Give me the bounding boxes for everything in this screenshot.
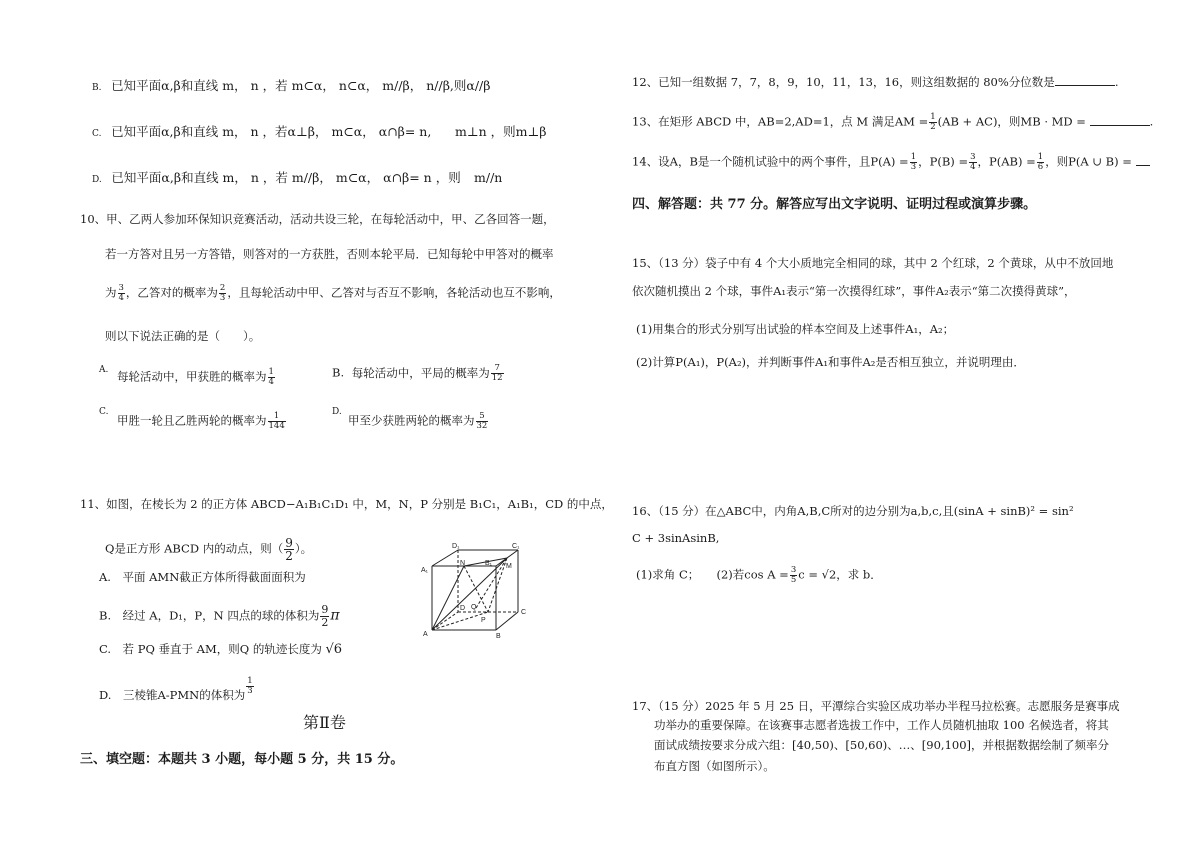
q15-line4: (2)计算P(A₁)，P(A₂)，并判断事件A₁和事件A₂是否相互独立，并说明理由． — [636, 355, 1025, 369]
sqrt-value: √6 — [325, 642, 343, 657]
q17-line4: 布直方图（如图所示）。 — [654, 759, 775, 773]
q10-d-letter: D. — [332, 407, 342, 417]
q15-line2: 依次随机摸出 2 个球，事件A₁表示“第一次摸得红球”，事件A₂表示“第二次摸得黄球”， — [632, 284, 1076, 298]
q9-option-d-tail: m//n — [474, 170, 503, 185]
fraction — [910, 153, 917, 172]
q10-c-letter: C. — [99, 407, 109, 417]
option-letter: B. — [92, 83, 102, 93]
q13-text: (AB + AC)，则MB · MD = — [937, 114, 1086, 129]
q15-line1: 15、（13 分）袋子中有 4 个大小质地完全相同的球，其中 2 个红球，2 个黄球，从中不放回地 — [632, 256, 1114, 270]
fraction — [268, 412, 286, 431]
q11-text: Q是正方形 ABCD 内的动点，则（ — [105, 541, 284, 556]
label-c: C — [521, 609, 527, 616]
label-p: P — [481, 617, 486, 624]
q10-option-d — [348, 412, 489, 431]
denominator: 12 — [491, 373, 503, 383]
q17-line1: 17、（15 分）2025 年 5 月 25 日，平潭综合实验区成功举办半程马拉松赛。志愿服务是赛事成 — [632, 699, 1120, 713]
q13: 13、在矩形 ABCD 中，AB=2,AD=1，点 M 满足AM = $\frac{1}{2}$ (AB + AC)，则MB · MD = . — [632, 112, 1154, 132]
q10-text: ，乙答对的概率为 — [125, 285, 218, 300]
numerator: 3 — [118, 283, 124, 293]
fraction — [476, 412, 489, 431]
q11-option-a: A. 平面 AMN截正方体所得截面面积为 — [99, 570, 306, 584]
q11-option-b — [99, 604, 340, 629]
label-d: D — [460, 605, 466, 612]
label-b: B — [496, 633, 501, 640]
option-text: 每轮活动中，平局的概率为 — [351, 365, 490, 380]
q10-option-a — [117, 368, 276, 387]
q16-line3 — [636, 566, 882, 585]
numerator: 1 — [247, 676, 253, 686]
q11-option-c — [99, 641, 342, 658]
q17-line2: 功举办的重要保障。在该赛事志愿者选拔工作中，工作人员随机抽取 100 名候选者，将其 — [654, 718, 1109, 732]
q10-line2: 若一方答对且另一方答错，则答对的一方获胜，否则本轮平局．已知每轮中甲答对的概率 — [105, 247, 554, 261]
denominator: 6 — [1037, 162, 1044, 172]
numerator: 9 — [321, 603, 329, 616]
option-letter: B. — [332, 365, 345, 380]
q17-line3: 面试成绩按要求分成六组：[40,50)、[50,60)、…、[90,100]，并根据数据绘制了频率分 — [654, 738, 1109, 752]
option-text: D. 三棱锥A-PMN的体积为 — [99, 688, 246, 702]
fraction — [929, 113, 936, 132]
q10-line4: 则以下说法正确的是（ ）。 — [105, 329, 261, 343]
q16-text: (1)求角 C； (2)若cos A = — [636, 567, 789, 582]
q9-option-d — [92, 170, 461, 188]
label-c1: C₁ — [512, 543, 520, 550]
q11-line1: 11、如图，在棱长为 2 的正方体 ABCD−A₁B₁C₁D₁ 中，M，N，P 分别是 B₁C₁，A₁B₁，CD 的中点， — [80, 497, 613, 511]
q10-option-c — [117, 412, 287, 431]
denominator: 2 — [930, 122, 936, 132]
fraction — [790, 566, 797, 585]
q9-option-c — [92, 124, 431, 142]
numerator: 3 — [970, 152, 976, 162]
answer-blank — [1090, 115, 1150, 126]
q12-text: 12、已知一组数据 7，7，8，9，10，11，13，16，则这组数据的 80%分位数是 — [632, 75, 1055, 89]
q10-option-b — [332, 364, 505, 383]
denominator: 32 — [476, 421, 488, 431]
numerator: 5 — [476, 412, 489, 422]
q16-line1: 16、（15 分）在△ABC中，内角A,B,C所对的边分别为a,b,c,且(sinA + sinB)² = sin² — [632, 504, 1074, 518]
q10-text: ，且每轮活动中甲、乙答对与否互不影响，各轮活动也互不影响， — [227, 285, 561, 300]
q10-text: 为 — [105, 285, 117, 300]
option-text: 已知平面α,β和直线 m， n ，若α⊥β， m⊂α， α∩β= n, — [111, 124, 432, 139]
fraction — [1037, 153, 1044, 172]
fraction — [320, 604, 329, 629]
fraction — [268, 368, 275, 387]
answer-blank — [1055, 75, 1115, 86]
pi-symbol: π — [330, 607, 340, 624]
numerator: 1 — [1037, 152, 1044, 162]
fraction — [219, 284, 226, 303]
q10-a-letter: A. — [99, 365, 109, 375]
q10-line1: 10、甲、乙两人参加环保知识竞赛活动，活动共设三轮，在每轮活动中，甲、乙各回答一题， — [80, 212, 555, 226]
option-text: B. 经过 A，D₁，P，N 四点的球的体积为 — [99, 608, 320, 623]
denominator: 5 — [790, 575, 797, 585]
label-n: N — [460, 560, 466, 567]
label-q: Q — [471, 604, 477, 611]
option-letter: C. — [92, 129, 102, 139]
fraction — [969, 153, 976, 172]
denominator: 4 — [268, 377, 274, 387]
section3-heading: 三、填空题：本题共 3 小题，每小题 5 分，共 15 分。 — [80, 752, 404, 767]
cube-figure — [418, 538, 538, 642]
option-text: 每轮活动中，甲获胜的概率为 — [117, 369, 267, 384]
denominator: 4 — [118, 293, 124, 303]
option-text: 甲至少获胜两轮的概率为 — [348, 413, 475, 428]
numerator: 1 — [930, 112, 936, 122]
q14-text: ，P(B) = — [918, 154, 969, 169]
numerator: 1 — [268, 412, 286, 422]
denominator: 3 — [219, 293, 226, 303]
numerator: 9 — [285, 536, 293, 550]
option-text: 已知平面α,β和直线 m， n ，若 m//β， m⊂α， α∩β= n ，则 — [111, 170, 461, 185]
q11-line2 — [105, 537, 312, 562]
numerator: 2 — [219, 283, 226, 293]
q9-option-b — [92, 78, 491, 96]
label-m: M — [506, 563, 512, 570]
denominator: 4 — [970, 162, 976, 172]
fraction — [246, 677, 253, 696]
fraction — [118, 284, 125, 303]
q11-option-d — [99, 677, 255, 703]
q14-text: ，则P(A ∪ B) = — [1045, 154, 1132, 169]
numerator: 3 — [790, 565, 797, 575]
denominator: 3 — [247, 686, 253, 696]
q16-line2: C + 3sinAsinB, — [632, 531, 720, 545]
option-text: 甲胜一轮且乙胜两轮的概率为 — [117, 413, 267, 428]
fraction — [284, 537, 294, 562]
part2-title: 第Ⅱ卷 — [303, 713, 346, 732]
label-d1: D₁ — [452, 543, 460, 550]
q11-text: ）。 — [294, 541, 313, 556]
fraction — [491, 364, 504, 383]
label-b1: B₁ — [485, 560, 493, 567]
q13-text: 13、在矩形 ABCD 中，AB=2,AD=1，点 M 满足AM = — [632, 114, 929, 129]
section4-heading: 四、解答题：共 77 分。解答应写出文字说明、证明过程或演算步骤。 — [632, 197, 1037, 212]
numerator: 1 — [910, 152, 917, 162]
option-text: 已知平面α,β和直线 m， n ，若 m⊂α， n⊂α， m//β， n//β,则α//β — [111, 78, 491, 93]
q14-text: 14、设A，B是一个随机试验中的两个事件，且P(A) = — [632, 154, 909, 169]
denominator: 3 — [910, 162, 917, 172]
denominator: 144 — [268, 421, 285, 431]
label-a: A — [423, 631, 428, 638]
numerator: 1 — [268, 367, 274, 377]
denominator: 2 — [285, 549, 293, 563]
option-letter: D. — [92, 175, 102, 185]
q9-option-c-tail: m⊥n ，则m⊥β — [455, 124, 547, 139]
numerator: 7 — [491, 364, 504, 374]
q14-text: ，P(AB) = — [977, 154, 1036, 169]
q14 — [632, 153, 1150, 172]
answer-blank — [1136, 155, 1150, 166]
q16-text: c = √2，求 b． — [798, 567, 882, 582]
denominator: 2 — [321, 616, 329, 629]
q12: 12、已知一组数据 7，7，8，9，10，11，13，16，则这组数据的 80%分位数是 . — [632, 75, 1119, 89]
label-a1: A₁ — [421, 567, 429, 574]
q10-line3 — [105, 284, 561, 303]
q15-line3: (1)用集合的形式分别写出试验的样本空间及上述事件A₁，A₂； — [636, 322, 955, 336]
option-text: C. 若 PQ 垂直于 AM，则Q 的轨迹长度为 — [99, 642, 322, 656]
